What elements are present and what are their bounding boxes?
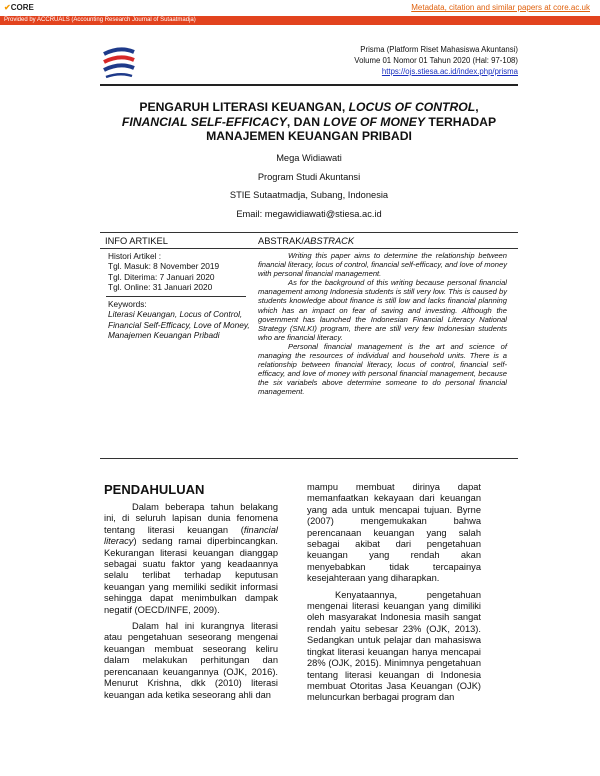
body-column-right <box>307 482 481 704</box>
received-date: Tgl. Masuk: 8 November 2019 <box>108 261 220 272</box>
history-label: Histori Artikel : <box>108 251 162 261</box>
body-paragraph: Dalam beberapa tahun belakang ini, di seluruh lapisan dunia fenomena tentang literasi keuangan (financial literacy) sedang ramai diperbincangkan. Kekurangan literasi keuangan dianggap sebagai suatu faktor yang keadaannya selalu terlibat terhadap keputusan keuangan yang memiliki sedikit informasi sehingga dapat menimbulkan dampak negatif (OECD/INFE, 2009). <box>104 502 278 615</box>
accepted-date: Tgl. Diterima: 7 Januari 2020 <box>108 271 215 282</box>
body-paragraph: mampu membuat dirinya dapat memanfaatkan kekayaan dari keuangan yang ada untuk mencapai tujuan. Byrne (2007) mengemukakan bahwa perencanaan keuangan yang salah sebagai akibat dari pengetahuan keuangan yang rendah akan menyebabkan tidak tercapainya kesejahteraan yang diharapkan. <box>307 482 481 584</box>
keywords-block <box>108 299 250 341</box>
article-history <box>108 251 248 293</box>
core-logo[interactable]: ✔CORE <box>4 3 34 12</box>
abstract-paragraph: Personal financial management is the art and science of managing the resources of individual and household units. There is a relationship between financial literacy, locus of control, financial self-efficacy, and love of money with personal financial management, because the six variabels above determine someone to do personal financial management. <box>258 341 507 397</box>
author-program: Program Studi Akuntansi <box>257 172 361 182</box>
abstract-heading: ABSTRAK/ABSTRACK <box>258 236 355 246</box>
author-institution: STIE Sutaatmadja, Subang, Indonesia <box>229 190 389 200</box>
history-rule <box>106 296 246 297</box>
abstract-bottom-rule <box>100 458 518 459</box>
section-title: PENDAHULUAN <box>104 482 205 497</box>
provider-text: Provided by ACCRUALS (Accounting Research Journal of Sutaatmadja) <box>4 17 196 23</box>
online-date: Tgl. Online: 31 Januari 2020 <box>108 282 213 293</box>
provider-bar <box>0 16 600 25</box>
core-top-bar <box>0 0 600 16</box>
journal-info <box>300 44 518 77</box>
paper-title: PENGARUH LITERASI KEUANGAN, LOCUS OF CONTROL, FINANCIAL SELF-EFFICACY, DAN LOVE OF MONEY TERHADAP MANAJEMEN KEUANGAN PRIBADI <box>121 100 497 143</box>
core-logo-icon: ✔ <box>4 3 11 12</box>
info-heading: INFO ARTIKEL <box>105 236 168 246</box>
keywords-text: Literasi Keuangan, Locus of Control, Financial Self-Efficacy, Love of Money, Manajemen Keuangan Pribadi <box>108 309 250 341</box>
header-divider <box>100 84 518 86</box>
author-email: Email: megawidiawati@stiesa.ac.id <box>236 209 382 219</box>
journal-url-link[interactable]: https://ojs.stiesa.ac.id/index.php/prisma <box>381 67 518 76</box>
abstract-paragraph: As for the background of this writing because personal financial management among Indonesia students is still very low. This is caused by students knowledge about finance is still low and lacks financial planning which has an impact on fear of saving and investing. Although the government has launched the Indonesian Financial Literacy National Strategy (SNLKI) program, there are still very few Indonesian students who are financial literacy. <box>258 278 507 342</box>
abstract-text <box>258 251 507 397</box>
body-paragraph: Dalam hal ini kurangnya literasi atau pengetahuan seseorang mengenai keuangan membuat seseorang keliru dalam melakukan perhitungan dan perencanaan keuangannya (OJK, 2016). Menurut Krishna, dkk (2010) literasi keuangan ada ketika seseorang ahli dan <box>104 621 278 700</box>
body-column-left <box>104 502 278 701</box>
journal-volume: Volume 01 Nomor 01 Tahun 2020 (Hal: 97-108) <box>354 56 518 65</box>
journal-logo-icon <box>100 44 138 84</box>
author-name: Mega Widiawati <box>276 153 342 163</box>
info-heading-rule <box>100 248 518 249</box>
abstract-paragraph: Writing this paper aims to determine the relationship between financial literacy, locus of control, financial self-efficacy, and love of money with personal financial management. <box>258 251 507 279</box>
keywords-label: Keywords: <box>108 299 147 309</box>
info-top-rule <box>100 232 518 233</box>
body-paragraph: Kenyataannya, pengetahuan mengenai literasi keuangan yang dimiliki oleh masyarakat Indonesia masih sangat rendah yaitu sebesar 23% (OJK, 2013). Sedangkan untuk pelajar dan mahasiswa tingkat literasi keuangan hanya mencapai 28% (OJK, 2015). Minimnya pengetahuan tentang literasi keuangan di Indonesia membuat Otoritas Jasa Keuangan (OJK) meluncurkan berbagai program dan <box>307 589 481 703</box>
journal-name: Prisma (Platform Riset Mahasiswa Akuntansi) <box>360 45 518 54</box>
core-metadata-link[interactable]: Metadata, citation and similar papers at core.ac.uk <box>411 3 590 12</box>
